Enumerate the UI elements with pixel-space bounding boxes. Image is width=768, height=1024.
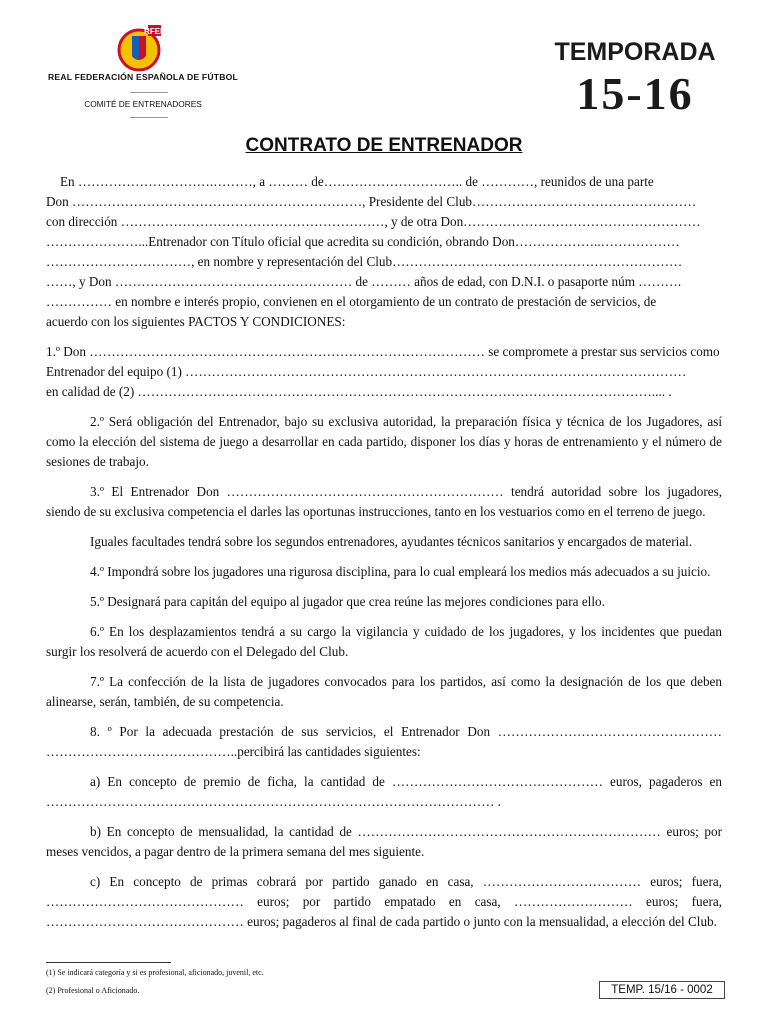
clause-5: 5.º Designará para capitán del equipo al jugador que crea reúne las mejores condiciones para ello. — [90, 594, 605, 609]
season-year: 15-16 — [576, 68, 694, 119]
intro-line: …………………...Entrenador con Título oficial que acredita su condición, obrando Don………………..……………… — [46, 234, 680, 249]
intro-line: acuerdo con los siguientes PACTOS Y CONDICIONES: — [46, 314, 346, 329]
contract-body — [46, 172, 722, 932]
svg-text:RFEF: RFEF — [144, 27, 165, 36]
clause-8c: c) En concepto de primas cobrará por partido ganado en casa, ……………………………… euros; fuera, ……………………………………… euros; por partido empatado en casa, ……………………… euros; fuera, ……………………………………… euros; pagaderos al final de cada partido o junto con la mensualidad, a elección del Club. — [46, 874, 722, 929]
intro-line: Don …………………………………………………………, Presidente del Club…………………………………………… — [46, 194, 697, 209]
clause-7: 7.º La confección de la lista de jugadores convocados para los partidos, así como la designación de los que deben alinearse, serán, también, de su competencia. — [46, 674, 722, 709]
footnote-2: (2) Profesional o Aficionado. — [46, 986, 140, 995]
clause-1-line: 1.º Don ……………………………………………………………………………… se compromete a prestar sus servicios como — [46, 344, 720, 359]
committee-name: COMITÉ DE ENTRENADORES — [84, 99, 202, 109]
rfef-crest-icon — [110, 22, 168, 72]
rfef-logo — [48, 22, 238, 122]
clause-8b: b) En concepto de mensualidad, la cantidad de …………………………………………………………… euros; por meses vencidos, a pagar dentro de la primera semana del mes siguiente. — [46, 824, 722, 859]
clause-6: 6.º En los desplazamientos tendrá a su cargo la vigilancia y cuidado de los jugadores, y los incidentes que puedan surgir los resolverá de acuerdo con el Delegado del Club. — [46, 624, 722, 659]
intro-line: En ………………………….………, a ……… de………………………….. de …………, reunidos de una parte — [60, 174, 654, 189]
season-label: TEMPORADA — [554, 38, 716, 66]
clause-1-line: en calidad de (2) ……………………………………………………………………………………………………….... . — [46, 384, 672, 399]
footnote-1: (1) Se indicará categoría y si es profesional, aficionado, juvenil, etc. — [46, 968, 264, 977]
intro-line: ……, y Don ……………………………………………… de ……… años de edad, con D.N.I. o pasaporte núm ………. — [46, 274, 682, 289]
clause-2: 2.º Será obligación del Entrenador, bajo su exclusiva autoridad, la preparación física y técnica de los Jugadores, así como la elección del sistema de juego a desarrollar en cada partido, disponer los días y horas de entrenamiento y el número de sesiones de trabajo. — [46, 414, 722, 469]
footnote-divider — [46, 962, 171, 963]
form-reference: TEMP. 15/16 - 0002 — [599, 981, 725, 999]
intro-line: con dirección ……………………………………………………, y de otra Don……………………………………………… — [46, 214, 701, 229]
page-title: CONTRATO DE ENTRENADOR — [245, 135, 523, 156]
divider — [130, 117, 168, 118]
intro-line: …………… en nombre e interés propio, convienen en el otorgamiento de un contrato de prestación de servicios, de — [46, 294, 657, 309]
clause-3: 3.º El Entrenador Don ……………………………………………………… tendrá autoridad sobre los jugadores, siendo de su exclusiva competencia el darles las oportunas instrucciones, tanto en los vestuarios como en el terreno de juego. — [46, 484, 722, 519]
intro-line: ……………………………, en nombre y representación del Club………………………………………………………… — [46, 254, 683, 269]
clause-4: 4.º Impondrá sobre los jugadores una rigurosa disciplina, para lo cual empleará los medios más adecuados a su juicio. — [90, 564, 711, 579]
federation-name: REAL FEDERACIÓN ESPAÑOLA DE FÚTBOL — [48, 72, 238, 82]
clause-1-line: Entrenador del equipo (1) …………………………………………………………………………………………………… — [46, 364, 687, 379]
clause-8a: a) En concepto de premio de ficha, la cantidad de ………………………………………… euros, pagaderos en ………………………………………………………………………………………… . — [46, 774, 722, 809]
clause-3-extra: Iguales facultades tendrá sobre los segundos entrenadores, ayudantes técnicos sanitarios y encargados de material. — [90, 534, 693, 549]
clause-8: 8. º Por la adecuada prestación de sus servicios, el Entrenador Don …………………………………………… ……………………………………..percibirá las cantidades siguientes: — [46, 724, 722, 759]
divider — [130, 92, 168, 93]
